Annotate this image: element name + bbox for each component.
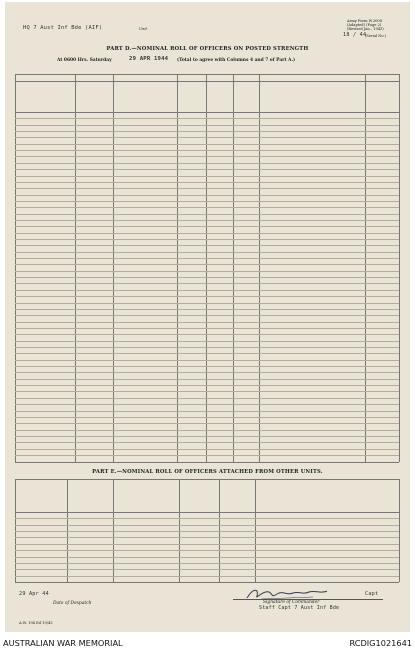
ruled-line	[15, 563, 399, 564]
part-e-table	[5, 2, 410, 632]
footer-right: RCDIG1021641	[349, 638, 412, 648]
table-top-line	[15, 479, 399, 480]
unit-label: Unit	[139, 27, 147, 31]
ruled-line	[15, 518, 399, 519]
ruled-line	[15, 537, 399, 538]
table-bottom-line	[15, 582, 399, 583]
part-e-title: PART E.—NOMINAL ROLL OF OFFICERS ATTACHED FROM OTHER UNITS.	[92, 469, 323, 475]
table-header-line	[15, 512, 399, 513]
ruled-line	[15, 525, 399, 526]
army-form-line3: (Revised Jan., 1943)	[347, 27, 384, 31]
signature-rank: Capt	[365, 591, 379, 597]
document-sheet	[5, 2, 410, 632]
signature-appointment: Staff Capt 7 Aust Inf Bde	[259, 605, 340, 611]
serial-label: (Serial No.)	[365, 34, 387, 38]
archive-footer	[0, 632, 415, 654]
part-d-subtitle-prefix: At 0600 Hrs. Saturday	[57, 58, 112, 63]
table-column-line	[399, 479, 400, 582]
ruled-line	[15, 569, 399, 570]
despatch-date: 29 Apr 44	[19, 591, 49, 597]
ruled-line	[15, 557, 399, 558]
ruled-line	[15, 576, 399, 577]
part-d-subtitle-suffix: (Total to agree with Columns 4 and 7 of Part A.)	[177, 58, 296, 63]
part-d-date: 29 APR 1944	[129, 56, 169, 62]
ruled-line	[15, 550, 399, 551]
ruled-line	[15, 544, 399, 545]
part-d-title: PART D.—NOMINAL ROLL OF OFFICERS ON POSTED STRENGTH	[106, 46, 309, 52]
ruled-line	[15, 531, 399, 532]
footer-left: AUSTRALIAN WAR MEMORIAL	[3, 638, 123, 648]
army-form-line2: (Adapted) (Page 2)	[347, 23, 382, 27]
army-form-line1: Army Form W.3008	[347, 19, 382, 23]
unit-line: HQ 7 Aust Inf Bde (AIF)	[23, 25, 103, 31]
print-code: A.W. 194 Ed 19/43	[19, 621, 53, 625]
signature-label: Signature of Commander	[263, 600, 320, 605]
serial-number: 18 / 44	[343, 32, 367, 38]
despatch-date-label: Date of Despatch	[53, 601, 92, 606]
